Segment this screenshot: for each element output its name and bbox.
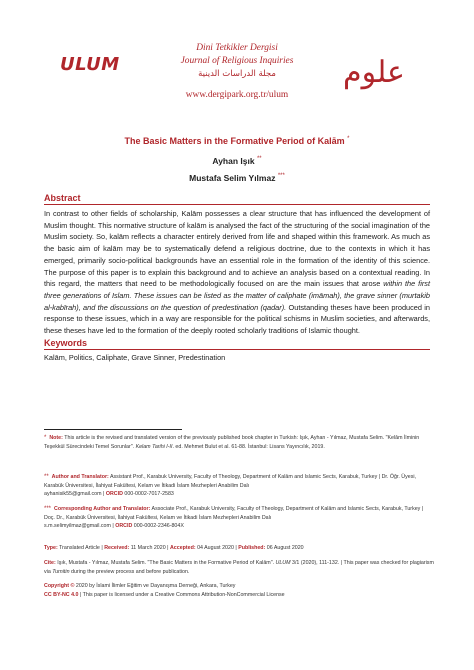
plagiarism-tail: during the preview process and before publication. — [69, 568, 190, 575]
author-1-name: Ayhan Işık — [212, 156, 255, 166]
abstract-heading: Abstract — [44, 193, 81, 203]
copyright-label: Copyright © — [44, 583, 75, 589]
license-text: | This paper is licensed under a Creative Commons Attribution-NonCommercial License — [79, 592, 285, 598]
received-value: 11 March 2020 — [130, 545, 166, 551]
journal-title-tr: Dini Tetkikler Dergisi — [196, 43, 278, 53]
article-title — [20, 136, 454, 146]
author-1-email[interactable]: ayhanisik55@gmail.com — [44, 491, 102, 498]
license-label[interactable]: CC BY-NC 4.0 — [44, 592, 79, 598]
author-1 — [20, 156, 454, 166]
author-2-label: Corresponding Author and Translator: — [54, 506, 151, 512]
note-italic: Kelam Tarihi I-II — [135, 443, 173, 450]
plagiarism-text: | This paper was checked for plagiarism via — [44, 560, 434, 575]
title-footnote-mark: * — [347, 136, 350, 142]
author-2-mark: *** — [277, 173, 285, 180]
keywords-rule — [44, 349, 430, 350]
author-2-email[interactable]: s.m.selimyilmaz@gmail.com — [44, 523, 111, 530]
abstract-body — [44, 208, 430, 337]
journal-masthead — [120, 42, 354, 102]
cite-tail: 3/1 (2020), 111-132. — [290, 560, 340, 566]
author-1-orcid-label: ORCID — [105, 491, 123, 498]
author-2-name: Mustafa Selim Yılmaz — [189, 173, 276, 183]
copyright — [44, 582, 434, 591]
license — [44, 591, 434, 600]
abstract-rule — [44, 204, 430, 205]
keywords-text: Kalām, Politics, Caliphate, Grave Sinner, Predestination — [44, 353, 226, 362]
journal-title-ar: مجلة الدراسات الدينية — [198, 69, 276, 79]
abstract-text-1: In contrast to other fields of scholarship, Kalām possesses a clear structure that has influenced the development of Muslim thought. This normative structure of kalām is analysed the fact of the structuring of the social imagination of the Muslim society. So, kalām reflects a character entirely derived from life and shaped within this framework. As much as the basic aim of kalām may be to systematically defend a religious doctrine, due to the contexts in which it has emerged, primarily socio-political backgrounds have an essential role in the formation of the identity of this science. The purpose of this paper is to explain this background and to achieve an analysis based on a contextual reading. In this regard, the matters that need to be methodologically focused on are the main issues that arose — [44, 209, 430, 289]
received-label: Received: — [104, 545, 130, 551]
ulum-logo: ULUM — [60, 54, 120, 75]
author-2 — [20, 173, 454, 183]
article-title-text: The Basic Matters in the Formative Period of Kalām — [124, 136, 345, 146]
journal-title-en: Journal of Religious Inquiries — [180, 56, 294, 66]
published-label: Published: — [238, 545, 266, 551]
footnote-author-2: *** Corresponding Author and Translator: Associate Prof., Karabuk University, Faculty of Theology, Department of Kalām and Islamic Sects, Karabuk, Turkey | Doç. Dr., Karabük Üniversitesi, İlahiyat Fakültesi, Kelam ve İtikadi İslam Mezhepleri Anabilim Dalı s.m.selimyilmaz@gmail.com | ORCID 000-0002-2346-804X — [44, 506, 424, 530]
keywords-heading: Keywords — [44, 338, 88, 348]
footnote-bullet-icon: ** — [44, 474, 49, 480]
note-label: Note: — [49, 435, 63, 441]
footnote-bullet-icon: * — [44, 435, 47, 441]
article-dates: Type: Translated Article | Received: 11 March 2020 | Accepted: 04 August 2020 | Published: 06 August 2020 — [44, 545, 304, 551]
author-2-orcid[interactable]: 000-0002-2346-804X — [133, 523, 184, 530]
author-1-label: Author and Translator: — [51, 474, 109, 480]
type-label: Type: — [44, 545, 58, 551]
author-2-affiliation: Associate Prof., Karabuk University, Faculty of Theology, Department of Kalām and Islamic Sects, Karabuk, Turkey | Doç. Dr., Karabük Üniversitesi, İlahiyat Fakültesi, Kelam ve İtikadi İslam Mezhepleri Anabilim Dalı — [44, 506, 424, 521]
note-text: This article is the revised and translated version of the previously published book chapter in Turkish: Işık, Ayhan - Yılmaz, Mustafa Selim. "Kelâm İlminin Teşekkül Sürecindeki Temel Sorunlar". — [44, 435, 420, 450]
cite-text: Işık, Mustafa - Yılmaz, Mustafa Selim. "The Basic Matters in the Formative Period of Kalām". — [57, 560, 276, 566]
author-1-orcid[interactable]: 000-0002-7017-2583 — [124, 491, 174, 498]
plagiarism-italic: Turnitin — [52, 568, 70, 575]
author-1-mark: ** — [256, 156, 262, 163]
footnote-note — [44, 434, 434, 451]
abstract-text-italic: within the first three generations of Islam. These issues can be listed as the matter of caliphate (imāmah), the grave sinner (murtakib al-kabīrah), and the discussions on the question of predestination (qadar). — [44, 279, 430, 312]
type-value: Translated Article — [59, 545, 100, 551]
cite-label: Cite: — [44, 560, 56, 566]
copyright-text: 2020 by İslami İlimler Eğitim ve Dayanışma Derneği, Ankara, Turkey — [75, 583, 236, 589]
abstract-text-2: Outstanding theses have been produced in response to these issues, which in a way are responsible for the political schisms in Muslim societies, and afterwards, these theses have led to the formation of the deeply rooted scholarly traditions of Islamic thought. — [44, 302, 430, 336]
published-value: 06 August 2020 — [266, 545, 304, 551]
footnote-bullet-icon: *** — [44, 506, 52, 512]
note-tail: . ed. Mehmet Bulut et al. 61-88. İstanbul: Lisans Yayıncılık, 2019. — [172, 443, 325, 450]
arabic-logo: علوم — [343, 55, 405, 90]
author-2-orcid-label: ORCID — [115, 523, 133, 530]
journal-url[interactable]: www.dergipark.org.tr/ulum — [185, 90, 289, 100]
accepted-value: 04 August 2020 — [197, 545, 234, 551]
cite-italic: ULUM — [275, 560, 291, 566]
footnote-author-1: ** Author and Translator: Assistant Prof., Karabuk University, Faculty of Theology, Department of Kalām and Islamic Sects, Karabuk, Turkey | Dr. Öğr. Üyesi, Karabük Üniversitesi, İlahiyat Fakültesi, Kelam ve İtikadi İslam Mezhepleri Anabilim Dalı ayhanisik55@gmail.com | ORCID 000-0002-7017-2583 — [44, 474, 417, 498]
citation — [44, 559, 434, 576]
footnote-rule — [44, 429, 182, 430]
accepted-label: Accepted: — [169, 545, 196, 551]
author-1-affiliation: Assistant Prof., Karabuk University, Faculty of Theology, Department of Kalām and Islamic Sects, Karabuk, Turkey | Dr. Öğr. Üyesi, Karabük Üniversitesi, İlahiyat Fakültesi, Kelam ve İtikadi İslam Mezhepleri Anabilim Dalı — [44, 474, 417, 489]
